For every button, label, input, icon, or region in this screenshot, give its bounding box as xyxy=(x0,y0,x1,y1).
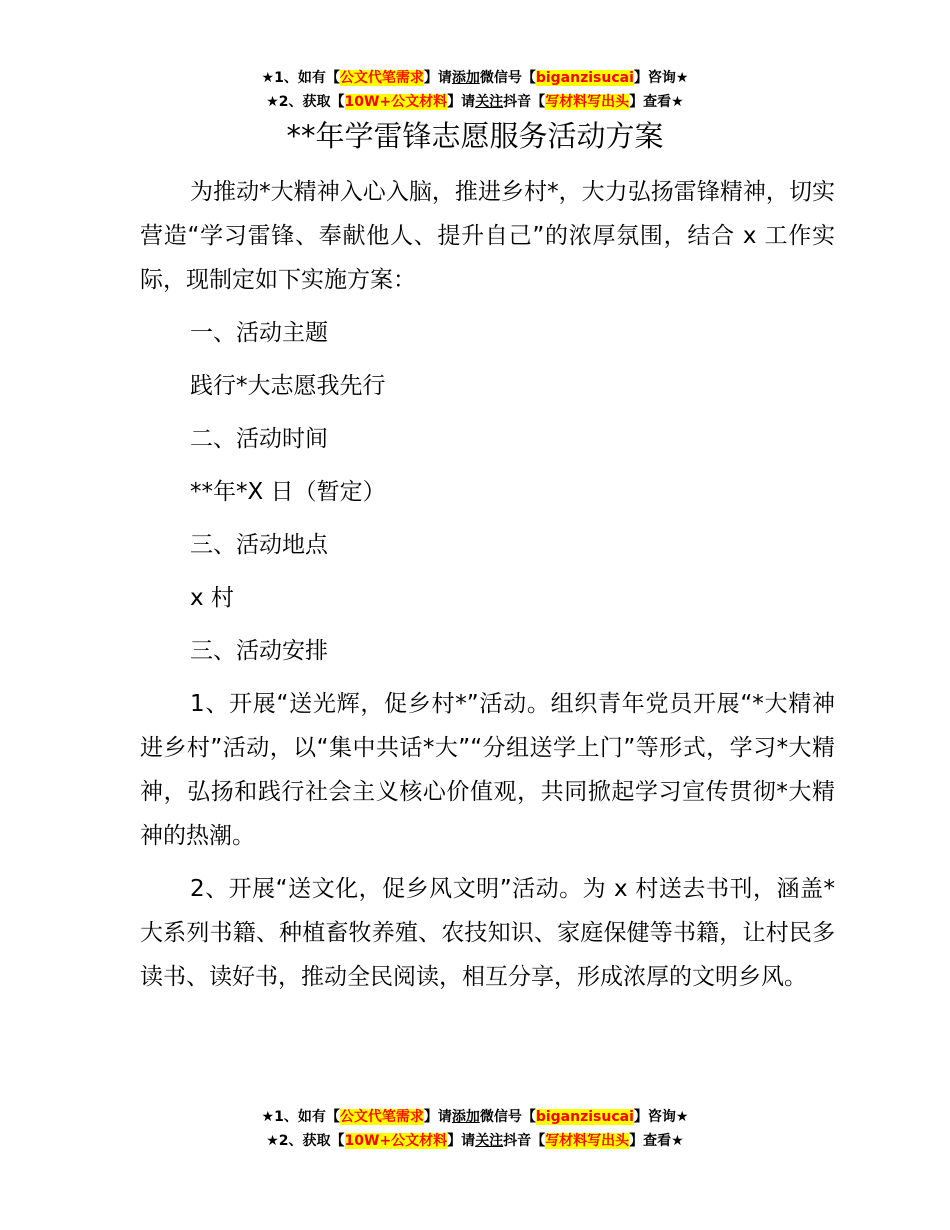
ad-highlight-materials: 10W+公文材料 xyxy=(344,94,448,110)
document-title: **年学雷锋志愿服务活动方案 xyxy=(286,119,664,153)
section-content-time: **年*X 日（暂定） xyxy=(190,479,386,505)
ad-highlight-service: 公文代笔需求 xyxy=(339,70,424,86)
ad-underline-add: 添加 xyxy=(451,70,480,86)
footer-ad xyxy=(0,1105,950,1153)
footer-ad-line-2 xyxy=(0,1129,950,1153)
header-ad xyxy=(0,66,950,114)
footer-ad-line-2-mid2: 抖音【 xyxy=(503,1133,546,1149)
ad-line-2-mid1: 】请 xyxy=(447,94,476,110)
ad-line-2-prefix: ★2、获取【 xyxy=(266,94,345,110)
footer-ad-line-1-mid2: 微信号【 xyxy=(479,1109,536,1125)
ad-line-1 xyxy=(0,66,950,90)
section-heading-arrangement: 三、活动安排 xyxy=(190,638,328,664)
section-heading-location: 三、活动地点 xyxy=(190,532,328,558)
ad-line-2-mid2: 抖音【 xyxy=(503,94,546,110)
ad-highlight-douyin: 写材料写出头 xyxy=(545,94,630,110)
document-body xyxy=(140,170,835,999)
footer-ad-line-1-mid1: 】请 xyxy=(423,1109,452,1125)
footer-ad-line-2-prefix: ★2、获取【 xyxy=(266,1133,345,1149)
footer-ad-underline-add: 添加 xyxy=(451,1109,480,1125)
footer-ad-line-1-suffix: 】咨询★ xyxy=(633,1109,689,1125)
ad-line-2 xyxy=(0,90,950,114)
ad-line-1-mid1: 】请 xyxy=(423,70,452,86)
footer-ad-highlight-service: 公文代笔需求 xyxy=(339,1109,424,1125)
ad-line-2-suffix: 】查看★ xyxy=(629,94,684,110)
section-content-theme: 践行*大志愿我先行 xyxy=(190,373,386,399)
ad-line-1-mid2: 微信号【 xyxy=(479,70,536,86)
footer-ad-line-1 xyxy=(0,1105,950,1129)
footer-ad-highlight-materials: 10W+公文材料 xyxy=(344,1133,448,1149)
ad-underline-follow: 关注 xyxy=(475,94,504,110)
section-heading-theme: 一、活动主题 xyxy=(190,320,328,346)
footer-ad-highlight-douyin: 写材料写出头 xyxy=(545,1133,630,1149)
section-content-location: x 村 xyxy=(190,585,234,611)
arrangement-item-1: 1、开展“送光辉，促乡村*”活动。组织青年党员开展“*大精神进乡村”活动，以“集中共话*大”“分组送学上门”等形式，学习*大精神，弘扬和践行社会主义核心价值观，共同掀起学习宣传贯彻*大精神的热潮。 xyxy=(140,691,835,849)
footer-ad-underline-follow: 关注 xyxy=(475,1133,504,1149)
ad-highlight-wechat: biganzisucai xyxy=(535,70,634,86)
ad-line-1-suffix: 】咨询★ xyxy=(633,70,689,86)
footer-ad-line-2-mid1: 】请 xyxy=(447,1133,476,1149)
arrangement-item-2: 2、开展“送文化，促乡风文明”活动。为 x 村送去书刊，涵盖*大系列书籍、种植畜牧养殖、农技知识、家庭保健等书籍，让村民多读书、读好书，推动全民阅读，相互分享，形成浓厚的文明乡风。 xyxy=(140,876,835,990)
ad-line-1-prefix: ★1、如有【 xyxy=(261,70,340,86)
footer-ad-highlight-wechat: biganzisucai xyxy=(535,1109,634,1125)
footer-ad-line-2-suffix: 】查看★ xyxy=(629,1133,684,1149)
footer-ad-line-1-prefix: ★1、如有【 xyxy=(261,1109,340,1125)
intro-paragraph: 为推动*大精神入心入脑，推进乡村*，大力弘扬雷锋精神，切实营造“学习雷锋、奉献他人、提升自己”的浓厚氛围，结合 x 工作实际，现制定如下实施方案： xyxy=(140,179,835,293)
section-heading-time: 二、活动时间 xyxy=(190,426,328,452)
